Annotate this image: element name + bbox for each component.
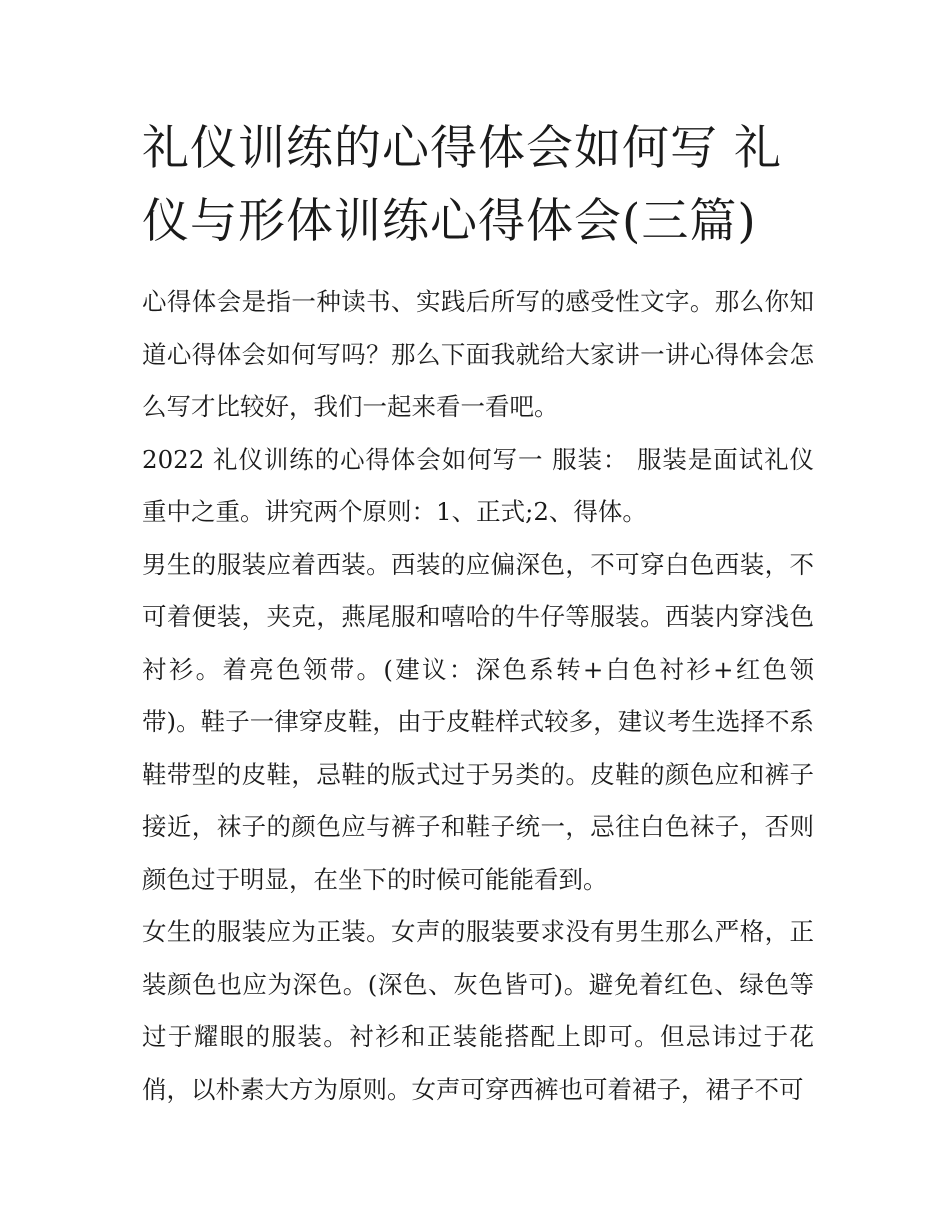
male-clothing-paragraph: 男生的服装应着西装。西装的应偏深色，不可穿白色西装，不可着便装，夹克，燕尾服和嘻哈的牛仔等服装。西装内穿浅色衬衫。着亮色领带。(建议：深色系转+白色衬衫+红色领带)。鞋子一律穿皮鞋，由于皮鞋样式较多，建议考生选择不系鞋带型的皮鞋，忌鞋的版式过于另类的。皮鞋的颜色应和裤子接近，袜子的颜色应与裤子和鞋子统一，忌往白色袜子，否则颜色过于明显，在坐下的时候可能能看到。 (142, 549, 814, 894)
intro-paragraph: 心得体会是指一种读书、实践后所写的感受性文字。那么你知道心得体会如何写吗？那么下面我就给大家讲一讲心得体会怎么写才比较好，我们一起来看一看吧。 (142, 287, 814, 421)
document-body (142, 112, 814, 1116)
document-title: 礼仪训练的心得体会如何写 礼仪与形体训练心得体会(三篇) (142, 121, 782, 249)
clothing-intro-paragraph: 2022 礼仪训练的心得体会如何写一 服装： 服装是面试礼仪重中之重。讲究两个原则：1、正式;2、得体。 (142, 444, 814, 526)
female-clothing-paragraph: 女生的服装应为正装。女声的服装要求没有男生那么严格，正装颜色也应为深色。(深色、灰色皆可)。避免着红色、绿色等过于耀眼的服装。衬衫和正装能搭配上即可。但忌讳过于花俏，以朴素大方为原则。女声可穿西裤也可着裙子，裙子不可 (142, 917, 814, 1104)
